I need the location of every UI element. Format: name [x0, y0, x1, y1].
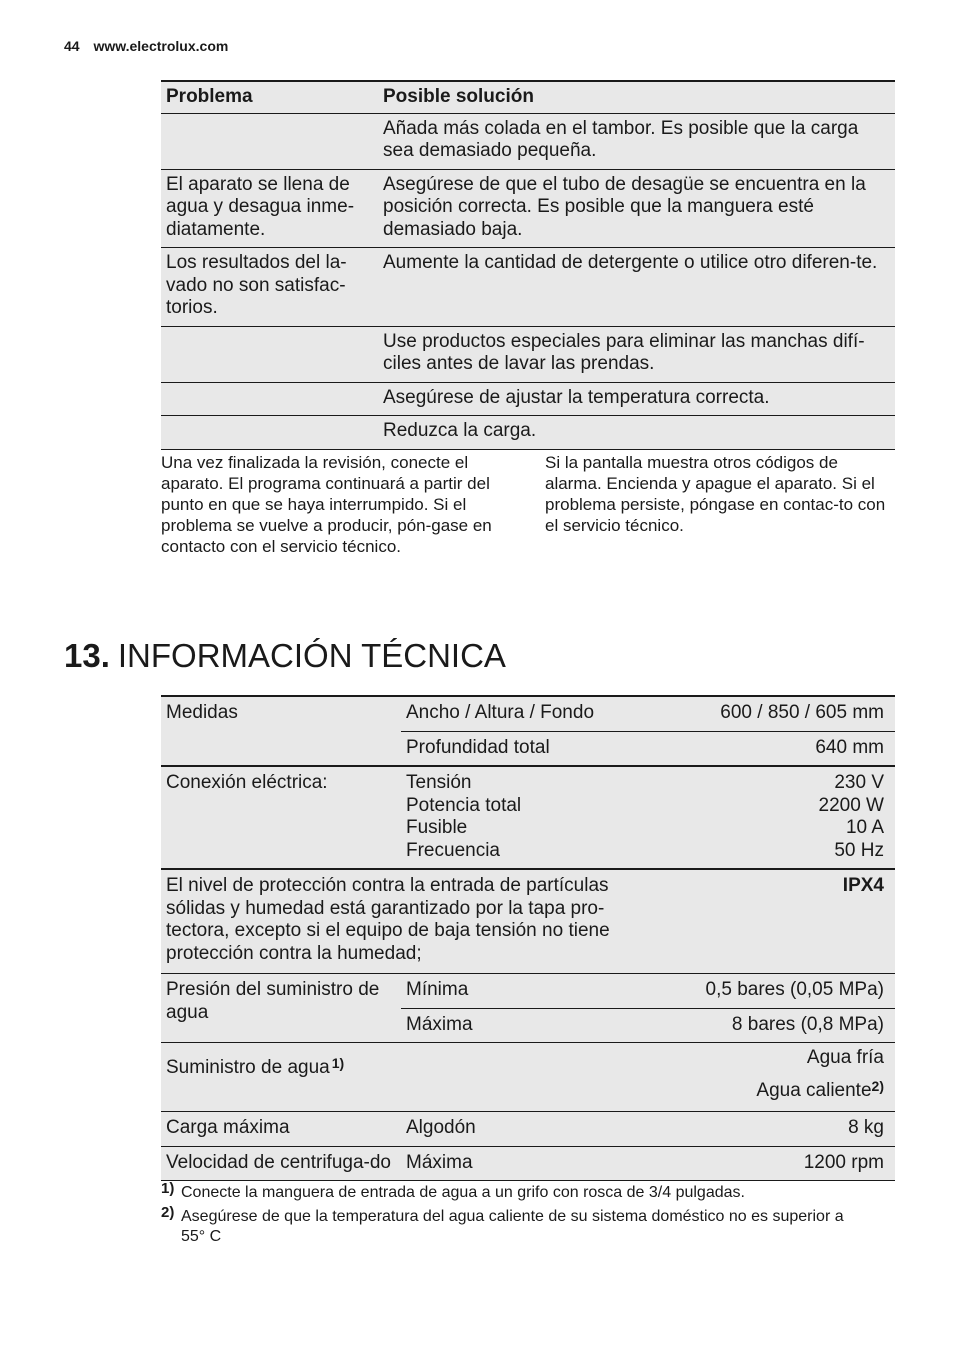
troubleshooting-table	[161, 80, 895, 450]
frecuencia-value: 50 Hz	[834, 839, 884, 861]
conexion-label: Conexión eléctrica:	[161, 766, 401, 869]
minima-value: 0,5 bares (0,05 MPa)	[661, 974, 895, 1009]
technical-info-table	[161, 695, 895, 1181]
table-row	[161, 1043, 895, 1112]
profundidad-label: Profundidad total	[401, 731, 661, 766]
maxima-value: 8 bares (0,8 MPa)	[661, 1008, 895, 1043]
table-row	[161, 1112, 895, 1147]
profundidad-value: 640 mm	[661, 731, 895, 766]
footnote-mark: 1)	[161, 1180, 175, 1197]
solution-cell: Asegúrese de ajustar la temperatura correcta.	[378, 382, 895, 416]
info-paragraphs	[161, 452, 895, 557]
suministro-text: Suministro de agua	[166, 1057, 330, 1078]
minima-label: Mínima	[401, 974, 661, 1009]
table-row	[161, 869, 895, 974]
page-header	[64, 38, 228, 54]
table-row	[161, 113, 895, 169]
electrical-values	[661, 766, 895, 869]
site-url: www.electrolux.com	[93, 38, 229, 54]
ancho-value: 600 / 850 / 605 mm	[661, 696, 895, 731]
maxima-label: Máxima	[401, 1008, 661, 1043]
agua-caliente-row	[666, 1072, 884, 1105]
table-row	[161, 248, 895, 327]
footnote-text: Conecte la manguera de entrada de agua a un grifo con rosca de 3/4 pulgadas.	[181, 1184, 745, 1201]
footnote-1	[161, 1180, 861, 1203]
problem-cell	[161, 416, 378, 450]
page-number: 44	[64, 38, 80, 54]
solution-cell: Añada más colada en el tambor. Es posible que la carga sea demasiado pequeña.	[378, 113, 895, 169]
table-row	[161, 382, 895, 416]
section-title-text: INFORMACIÓN TÉCNICA	[117, 637, 506, 674]
electrical-labels	[401, 766, 661, 869]
fusible-value: 10 A	[845, 817, 884, 838]
velocidad-label: Velocidad de centrifuga-do	[161, 1146, 401, 1181]
footnote-ref: 2)	[871, 1078, 884, 1094]
column-header-solution: Posible solución	[378, 81, 895, 113]
table-row	[161, 169, 895, 248]
problem-cell: Los resultados del la-vado no son satisfac-torios.	[161, 248, 378, 327]
solution-cell: Aumente la cantidad de detergente o utilice otro diferen-te.	[378, 248, 895, 327]
suministro-label	[161, 1043, 401, 1112]
potencia-value: 2200 W	[818, 794, 884, 816]
ancho-label: Ancho / Altura / Fondo	[401, 696, 661, 731]
paragraph-left: Una vez finalizada la revisión, conecte el aparato. El programa continuará a partir del punto en que se haya interrumpido. Si el problema se vuelve a producir, pón-gase en contacto con el servicio técnico.	[161, 453, 492, 556]
tension-label: Tensión	[406, 772, 472, 793]
presion-label: Presión del suministro de agua	[161, 974, 401, 1043]
table-row	[161, 326, 895, 382]
medidas-label: Medidas	[161, 696, 401, 766]
carga-label: Carga máxima	[161, 1112, 401, 1147]
suministro-values	[661, 1043, 895, 1112]
table-row	[161, 1146, 895, 1181]
solution-cell: Asegúrese de que el tubo de desagüe se encuentra en la posición correcta. Es posible que la manguera esté demasiado baja.	[378, 169, 895, 248]
table-row	[161, 766, 895, 869]
column-header-problem: Problema	[161, 81, 378, 113]
velocidad-value: 1200 rpm	[661, 1146, 895, 1181]
fusible-label: Fusible	[406, 817, 468, 838]
footnote-mark: 2)	[161, 1204, 175, 1221]
empty-cell	[401, 1043, 661, 1112]
frecuencia-label: Frecuencia	[406, 839, 500, 861]
carga-value: 8 kg	[661, 1112, 895, 1147]
problem-cell: El aparato se llena de agua y desagua inme-diatamente.	[161, 169, 378, 248]
table-row	[161, 416, 895, 450]
solution-cell: Use productos especiales para eliminar las manchas difí-ciles antes de lavar las prendas.	[378, 326, 895, 382]
potencia-label: Potencia total	[406, 794, 522, 816]
agua-fria: Agua fría	[806, 1047, 884, 1068]
algodon-label: Algodón	[401, 1112, 661, 1147]
footnote-2	[161, 1204, 861, 1247]
proteccion-value	[661, 869, 895, 974]
footnote-ref: 1)	[331, 1055, 345, 1071]
section-title	[64, 636, 506, 676]
footnotes	[161, 1180, 861, 1251]
ipx-rating: IPX4	[842, 875, 884, 896]
proteccion-text: El nivel de protección contra la entrada de partículas sólidas y humedad está garantizado por la tapa pro-tectora, excepto si el equipo de baja tensión no tiene protección contra la humedad;	[161, 869, 661, 974]
table-header-row	[161, 81, 895, 113]
section-number: 13.	[64, 637, 110, 674]
problem-cell	[161, 382, 378, 416]
solution-cell: Reduzca la carga.	[378, 416, 895, 450]
table-row	[161, 696, 895, 731]
paragraph-right: Si la pantalla muestra otros códigos de alarma. Encienda y apague el aparato. Si el problema persiste, póngase en contac-to con el servicio técnico.	[545, 453, 886, 535]
problem-cell	[161, 113, 378, 169]
footnote-text: Asegúrese de que la temperatura del agua caliente de su sistema doméstico no es superior a 55° C	[181, 1208, 844, 1245]
problem-cell	[161, 326, 378, 382]
vel-maxima-label: Máxima	[401, 1146, 661, 1181]
agua-caliente: Agua caliente	[756, 1080, 872, 1101]
table-row	[161, 974, 895, 1009]
tension-value: 230 V	[834, 772, 884, 793]
